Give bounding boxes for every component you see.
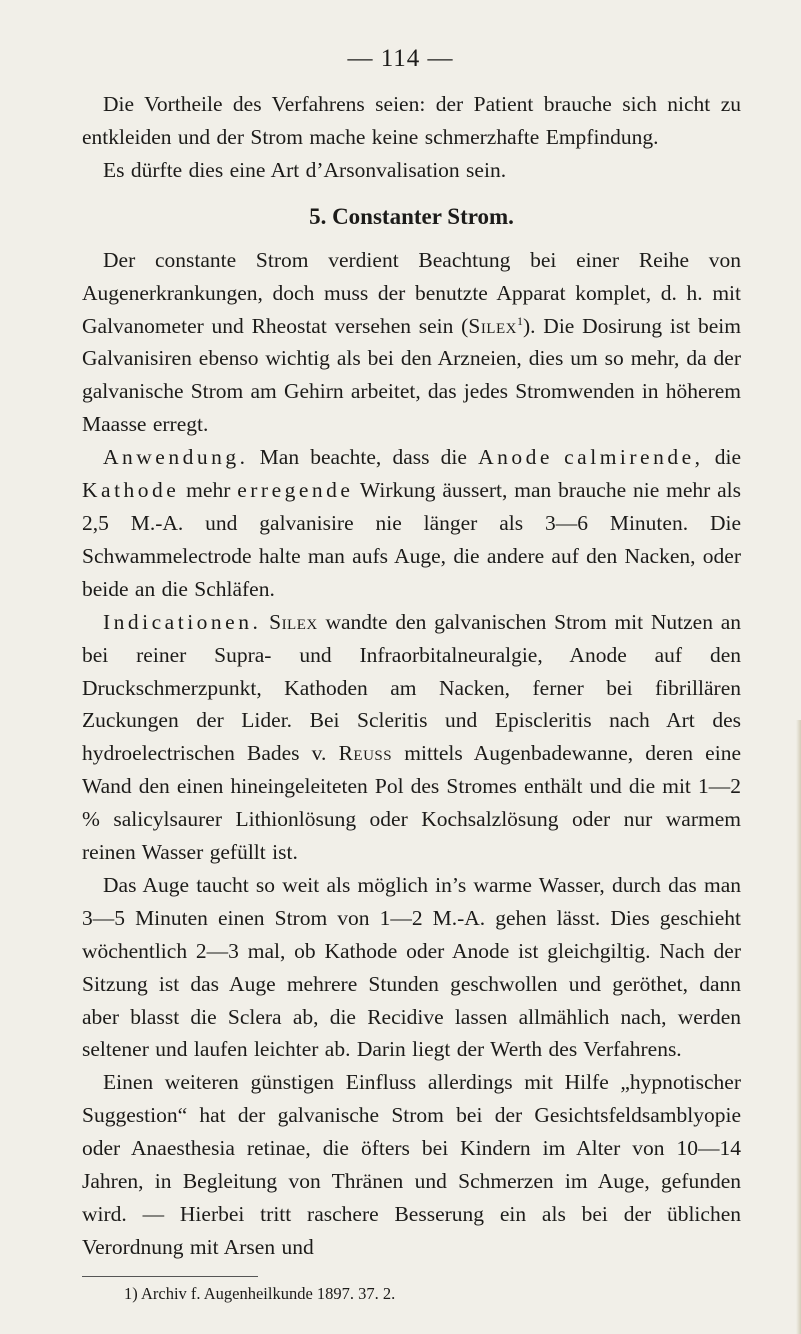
text-run [553, 445, 564, 469]
author-silex: Silex [269, 609, 318, 634]
term-indicationen: Indicationen. [103, 609, 262, 634]
text-run: die [703, 445, 741, 470]
paragraph-indicationen [82, 606, 741, 869]
text-run: Der constante Strom verdient Beachtung bei einer Reihe von Augenerkrankungen, doch muss der benutzte Apparat komplet, d. h. mit Galvanometer und Rheostat versehen sein ( [82, 247, 741, 338]
text-run: Wirkung äussert, man brauche nie mehr als 2,5 M.-A. und galvanisire nie länger als 3—6 Minuten. Die Schwammelectrode halte man aufs Auge, die andere auf den Nacken, oder beide an die Schläfen. [82, 478, 741, 601]
text-run: ). Die Dosirung ist beim Galvanisiren ebenso wichtig als bei den Arzneien, dies um so mehr, da der galvanische Strom am Gehirn arbeitet, das jedes Stromwenden in höherem Maasse erregt. [82, 313, 741, 437]
paragraph-vortheile: Die Vortheile des Verfahrens seien: der Patient brauche sich nicht zu entkleiden und der Strom mache keine schmerzhafte Empfindung. [82, 92, 741, 149]
page-edge-shadow [796, 720, 801, 1334]
term-anode: Anode [478, 445, 553, 470]
author-reuss: Reuss [338, 741, 393, 766]
paragraph-einfluss: Einen weiteren günstigen Einfluss allerdings mit Hilfe „hypnotischer Suggestion“ hat der galvanische Strom bei der Gesichtsfeldsamblyopie oder Anaesthesia retinae, die öfters bei Kindern im Alter von 10—14 Jahren, in Begleitung von Thränen und Schmerzen im Auge, gefunden wird. — Hierbei tritt raschere Besserung ein als bei der üblichen Verordnung mit Arsen und [82, 1070, 741, 1259]
paragraph-auge: Das Auge taucht so weit als möglich in’s warme Wasser, durch das man 3—5 Minuten einen Strom von 1—2 M.-A. gehen lässt. Dies geschieht wöchentlich 2—3 mal, ob Kathode oder Anode ist gleichgiltig. Nach der Sitzung ist das Auge mehrere Stunden geschwollen und geröthet, dann aber blasst die Sclera ab, die Recidive lassen allmählich nach, werden seltener und laufen leichter ab. Darin liegt der Werth des Verfahrens. [82, 872, 741, 1062]
text-run: wandte den galvanischen Strom mit Nutzen an bei reiner Supra- und Infraorbitalneuralgie, Anode auf den Druckschmerzpunkt, Kathoden am Nacken, ferner bei fibrillären Zuckungen der Lider. Bei Scleritis und Episcleritis nach Art des hydroelectrischen Bades v. [82, 609, 742, 766]
term-kathode: Kathode [82, 478, 180, 503]
author-silex: Silex [468, 313, 517, 338]
text-run: mittels Augenbadewanne, deren eine Wand den einen hineingeleiteten Pol des Stromes enthält und die mit 1—2 % salicylsaurer Lithionlösung oder Kochsalzlösung oder nur warmem reinen Wasser gefüllt ist. [82, 741, 741, 865]
text-run: Man beachte, dass die [248, 445, 479, 470]
term-erregende: erregende [237, 478, 354, 503]
footnote-ref: 1 [516, 313, 523, 328]
paragraph-arsonvalisation: Es dürfte dies eine Art d’Arsonvalisation sein. [103, 157, 507, 182]
term-calmirende: calmirende, [564, 445, 704, 470]
section-heading: 5. Constanter Strom. [309, 203, 514, 229]
term-anwendung: Anwendung. [103, 445, 249, 470]
footnote-rule [82, 1276, 258, 1277]
paragraph-anwendung [82, 441, 741, 606]
text-run: mehr [179, 478, 238, 503]
text-run [261, 610, 269, 634]
footnote: 1) Archiv f. Augenheilkunde 1897. 37. 2. [124, 1283, 396, 1303]
paragraph-constanter-strom [82, 244, 741, 441]
page-number: — 114 — [347, 45, 454, 72]
